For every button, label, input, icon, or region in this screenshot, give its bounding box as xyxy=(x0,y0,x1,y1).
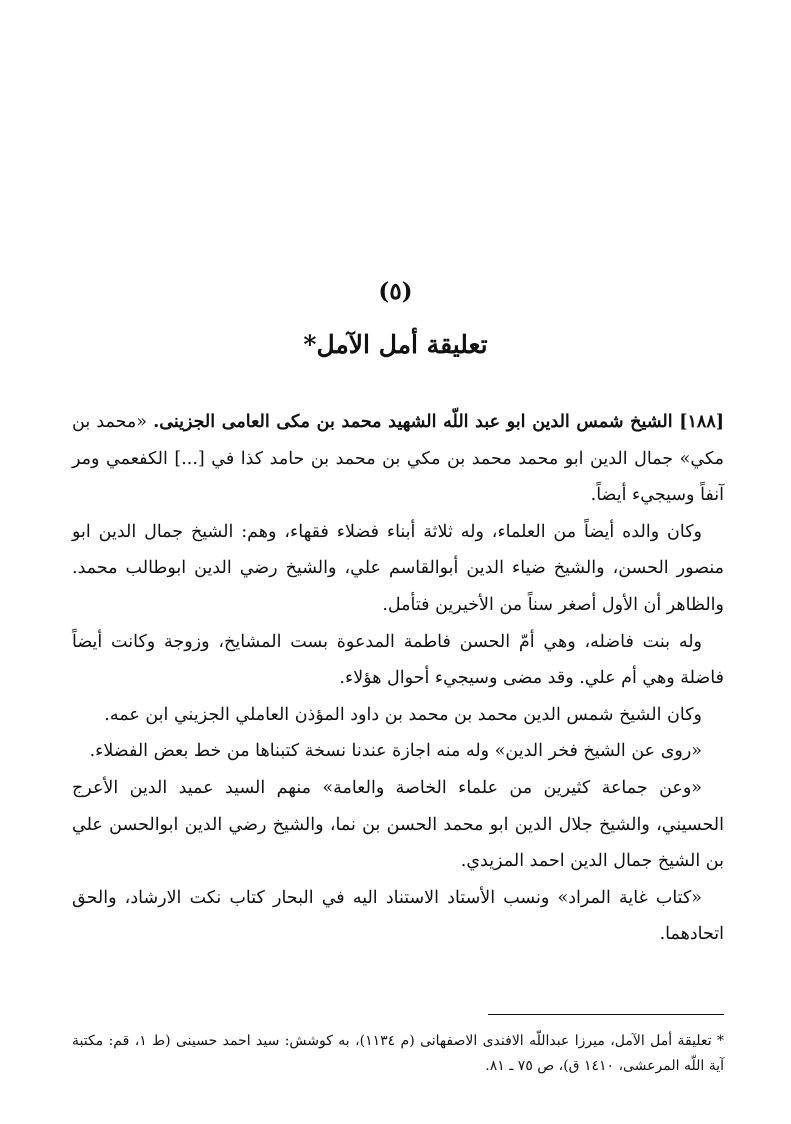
section-title: تعليقة أمل الآمل* xyxy=(303,330,488,359)
footnote-divider xyxy=(488,1014,724,1015)
entry-paragraph xyxy=(72,404,724,514)
paragraph-daughter: وله بنت فاضله، وهي أمّ الحسن فاطمة المدعوة بست المشايخ، وزوجة وكانت أيضاً فاضلة وهي أم علي. وقد مضى وسيجيء أحوال هؤلاء. xyxy=(72,631,724,689)
footnote: * تعليقة أمل الآمل، ميرزا عبداللّه الافندى الاصفهانى (م ١١٣٤)، به كوشش: سيد احمد حسينى (ط ١، قم: مكتبة آية اللّه المرعشى، ١٤١٠ ق)، ص ٧٥ ـ ٨١. xyxy=(72,1033,724,1074)
paragraph-cousin: وكان الشيخ شمس الدين محمد بن محمد بن داود المؤذن العاملي الجزيني ابن عمه. xyxy=(104,704,702,725)
paragraph-narration: «روى عن الشيخ فخر الدين» وله منه اجازة عندنا نسخة كتبناها من خط بعض الفضلاء. xyxy=(89,741,702,762)
entry-text: «محمد بن مكي» جمال الدين ابو محمد محمد بن مكي بن محمد بن حامد كذا في [...] الكفعمي ومر آنفاً وسيجيء أيضاً. xyxy=(72,412,724,506)
entry-heading: [١٨٨] الشيخ شمس الدين ابو عبد اللّه الشهيد محمد بن مكى العامى الجزينى. xyxy=(153,412,724,432)
paragraph-teachers: «وعن جماعة كثيرين من علماء الخاصة والعامة» منهم السيد عميد الدين الأعرج الحسيني، والشيخ جلال الدين ابو محمد الحسن بن نما، والشيخ رضي الدين ابوالحسن علي بن الشيخ جمال الدين احمد المزيدي. xyxy=(72,777,724,872)
section-number: (٥) xyxy=(378,278,413,305)
main-text xyxy=(72,404,724,953)
paragraph-father: وكان والده أيضاً من العلماء، وله ثلاثة أبناء فضلاء فقهاء، وهم: الشيخ جمال الدين ابو منصور الحسن، والشيخ ضياء الدين أبوالقاسم علي، والشيخ رضي الدين ابوطالب محمد. والظاهر أن الأول أصغر سناً من الأخيرين فتأمل. xyxy=(72,521,724,615)
paragraph-book: «كتاب غاية المراد» ونسب الأستاد الاستناد اليه في البحار كتاب نكت الارشاد، والحق اتحادهما. xyxy=(72,887,724,945)
